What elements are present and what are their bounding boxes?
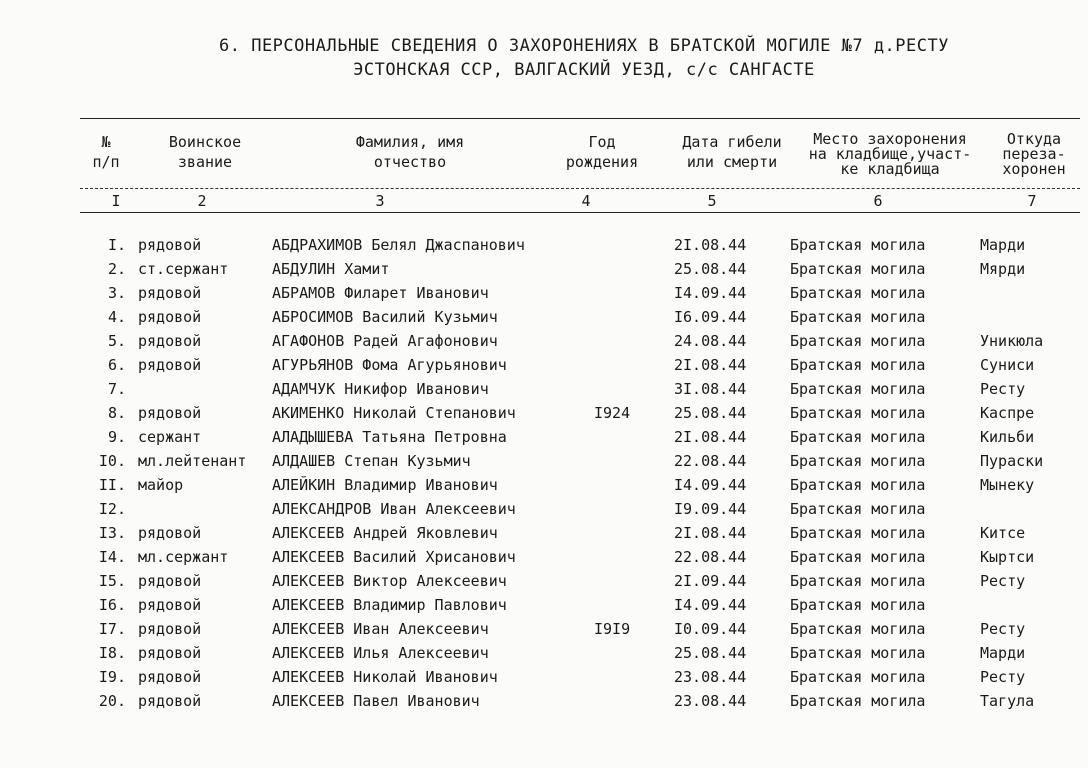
row-rank: рядовой: [138, 356, 202, 374]
row-rank: рядовой: [138, 668, 202, 686]
row-reburied-from: Мынеку: [980, 476, 1035, 494]
row-index: 8.: [107, 404, 126, 422]
row-death-date: I9.09.44: [674, 500, 747, 518]
row-index: 9.: [107, 428, 126, 446]
row-rank: мл.лейтенант: [138, 452, 247, 470]
row-full-name: АБДУЛИН Хамит: [272, 260, 390, 278]
table-row: [0, 548, 1088, 572]
row-death-date: 2I.09.44: [674, 572, 747, 590]
row-death-date: 25.08.44: [674, 404, 747, 422]
row-index: I2.: [98, 500, 126, 518]
row-death-date: 3I.08.44: [674, 380, 747, 398]
row-reburied-from: Марди: [980, 236, 1026, 254]
row-burial-place: Братская могила: [790, 668, 926, 686]
row-index: 6.: [107, 356, 126, 374]
row-rank: майор: [138, 476, 184, 494]
row-rank: рядовой: [138, 284, 202, 302]
column-number-6: 6: [873, 192, 883, 210]
header-index: № п/п: [92, 133, 120, 171]
row-death-date: 22.08.44: [674, 452, 747, 470]
row-full-name: АДАМЧУК Никифор Иванович: [272, 380, 489, 398]
row-reburied-from: Суниси: [980, 356, 1035, 374]
column-number-7: 7: [1027, 192, 1037, 210]
row-full-name: АЛЕКСЕЕВ Павел Иванович: [272, 692, 480, 710]
row-index: I8.: [98, 644, 126, 662]
row-burial-place: Братская могила: [790, 260, 926, 278]
row-reburied-from: Ресту: [980, 572, 1026, 590]
row-rank: рядовой: [138, 692, 202, 710]
row-full-name: АЛЕЙКИН Владимир Иванович: [272, 476, 498, 494]
row-index: 4.: [107, 308, 126, 326]
row-reburied-from: Мярди: [980, 260, 1026, 278]
row-rank: рядовой: [138, 236, 202, 254]
row-death-date: I6.09.44: [674, 308, 747, 326]
row-death-date: 23.08.44: [674, 692, 747, 710]
table-row: [0, 476, 1088, 500]
header-full-name: Фамилия, имя отчество: [355, 133, 465, 171]
row-index: 7.: [107, 380, 126, 398]
row-burial-place: Братская могила: [790, 620, 926, 638]
row-burial-place: Братская могила: [790, 572, 926, 590]
row-full-name: АЛАДЫШЕВА Татьяна Петровна: [272, 428, 507, 446]
row-death-date: 2I.08.44: [674, 428, 747, 446]
row-full-name: АБРОСИМОВ Василий Кузьмич: [272, 308, 498, 326]
table-row: [0, 380, 1088, 404]
table-row: [0, 428, 1088, 452]
row-burial-place: Братская могила: [790, 404, 926, 422]
column-number-1: I: [111, 192, 121, 210]
row-death-date: I4.09.44: [674, 596, 747, 614]
row-index: I.: [107, 236, 126, 254]
table-row: [0, 308, 1088, 332]
row-index: I4.: [98, 548, 126, 566]
column-number-3: 3: [375, 192, 385, 210]
row-rank: ст.сержант: [138, 260, 229, 278]
document-title-line-1: 6. ПЕРСОНАЛЬНЫЕ СВЕДЕНИЯ О ЗАХОРОНЕНИЯХ В БРАТСКОЙ МОГИЛЕ №7 д.РЕСТУ: [219, 36, 949, 56]
row-rank: сержант: [138, 428, 202, 446]
table-row: [0, 284, 1088, 308]
row-burial-place: Братская могила: [790, 476, 926, 494]
row-full-name: АГАФОНОВ Радей Агафонович: [272, 332, 498, 350]
table-row: [0, 500, 1088, 524]
row-burial-place: Братская могила: [790, 428, 926, 446]
row-burial-place: Братская могила: [790, 236, 926, 254]
table-row: [0, 644, 1088, 668]
row-birth-year: I9I9: [594, 620, 631, 638]
table-row: [0, 620, 1088, 644]
row-burial-place: Братская могила: [790, 548, 926, 566]
row-full-name: АКИМЕНКО Николай Степанович: [272, 404, 516, 422]
table-row: [0, 332, 1088, 356]
row-birth-year: I924: [594, 404, 631, 422]
row-burial-place: Братская могила: [790, 308, 926, 326]
row-index: II.: [98, 476, 126, 494]
row-death-date: 25.08.44: [674, 260, 747, 278]
row-death-date: 25.08.44: [674, 644, 747, 662]
row-reburied-from: Ресту: [980, 620, 1026, 638]
table-row: [0, 692, 1088, 716]
table-top-rule: [80, 118, 1080, 119]
row-index: I5.: [98, 572, 126, 590]
table-row: [0, 260, 1088, 284]
row-full-name: АЛЕКСЕЕВ Иван Алексеевич: [272, 620, 489, 638]
row-index: I0.: [98, 452, 126, 470]
table-row: [0, 452, 1088, 476]
row-full-name: АБДРАХИМОВ Белял Джаспанович: [272, 236, 525, 254]
header-birth-year: Год рождения: [565, 133, 639, 171]
row-burial-place: Братская могила: [790, 452, 926, 470]
row-full-name: АЛЕКСЕЕВ Андрей Яковлевич: [272, 524, 498, 542]
row-burial-place: Братская могила: [790, 284, 926, 302]
row-burial-place: Братская могила: [790, 332, 926, 350]
row-death-date: 23.08.44: [674, 668, 747, 686]
row-rank: рядовой: [138, 404, 202, 422]
row-rank: рядовой: [138, 572, 202, 590]
table-column-number-rule: [80, 212, 1080, 213]
row-rank: рядовой: [138, 620, 202, 638]
row-rank: рядовой: [138, 644, 202, 662]
row-reburied-from: Пураски: [980, 452, 1044, 470]
row-burial-place: Братская могила: [790, 500, 926, 518]
row-death-date: I4.09.44: [674, 476, 747, 494]
row-index: 2.: [107, 260, 126, 278]
row-index: I9.: [98, 668, 126, 686]
row-full-name: АЛДАШЕВ Степан Кузьмич: [272, 452, 471, 470]
row-reburied-from: Ресту: [980, 668, 1026, 686]
row-index: I3.: [98, 524, 126, 542]
row-rank: рядовой: [138, 308, 202, 326]
header-rank: Воинское звание: [168, 133, 242, 171]
row-index: I6.: [98, 596, 126, 614]
row-rank: рядовой: [138, 596, 202, 614]
header-burial-place: Место захоронения на кладбище,участ- ке кладбища: [808, 130, 972, 178]
table-row: [0, 668, 1088, 692]
row-full-name: АЛЕКСАНДРОВ Иван Алексеевич: [272, 500, 516, 518]
row-death-date: 22.08.44: [674, 548, 747, 566]
column-number-5: 5: [707, 192, 717, 210]
column-number-2: 2: [197, 192, 207, 210]
table-row: [0, 356, 1088, 380]
row-reburied-from: Тагула: [980, 692, 1035, 710]
row-full-name: АБРАМОВ Филарет Иванович: [272, 284, 489, 302]
row-index: 20.: [98, 692, 126, 710]
row-index: 5.: [107, 332, 126, 350]
header-death-date: Дата гибели или смерти: [682, 133, 782, 171]
row-death-date: 2I.08.44: [674, 524, 747, 542]
row-burial-place: Братская могила: [790, 692, 926, 710]
row-rank: рядовой: [138, 524, 202, 542]
row-death-date: 24.08.44: [674, 332, 747, 350]
table-header-divider: [80, 188, 1080, 189]
table-row: [0, 596, 1088, 620]
row-index: I7.: [98, 620, 126, 638]
row-full-name: АЛЕКСЕЕВ Владимир Павлович: [272, 596, 507, 614]
row-rank: рядовой: [138, 332, 202, 350]
row-reburied-from: Марди: [980, 644, 1026, 662]
row-burial-place: Братская могила: [790, 524, 926, 542]
column-number-4: 4: [581, 192, 591, 210]
row-full-name: АГУРЬЯНОВ Фома Агурьянович: [272, 356, 507, 374]
row-burial-place: Братская могила: [790, 644, 926, 662]
row-burial-place: Братская могила: [790, 380, 926, 398]
row-reburied-from: Уникюла: [980, 332, 1044, 350]
row-reburied-from: Китсе: [980, 524, 1026, 542]
row-burial-place: Братская могила: [790, 596, 926, 614]
header-reburied-from: Откуда переза- хоронен: [1002, 130, 1066, 178]
row-full-name: АЛЕКСЕЕВ Николай Иванович: [272, 668, 498, 686]
row-full-name: АЛЕКСЕЕВ Илья Алексеевич: [272, 644, 489, 662]
table-row: [0, 524, 1088, 548]
row-full-name: АЛЕКСЕЕВ Василий Хрисанович: [272, 548, 516, 566]
row-reburied-from: Каспре: [980, 404, 1035, 422]
table-row: [0, 236, 1088, 260]
table-row: [0, 572, 1088, 596]
row-death-date: 2I.08.44: [674, 356, 747, 374]
row-death-date: I4.09.44: [674, 284, 747, 302]
row-full-name: АЛЕКСЕЕВ Виктор Алексеевич: [272, 572, 507, 590]
row-death-date: 2I.08.44: [674, 236, 747, 254]
row-rank: мл.сержант: [138, 548, 229, 566]
row-death-date: I0.09.44: [674, 620, 747, 638]
row-burial-place: Братская могила: [790, 356, 926, 374]
row-reburied-from: Ресту: [980, 380, 1026, 398]
row-reburied-from: Кильби: [980, 428, 1035, 446]
document-title-line-2: ЭСТОНСКАЯ ССР, ВАЛГАСКИЙ УЕЗД, с/с САНГАСТЕ: [353, 60, 815, 80]
row-reburied-from: Кыртси: [980, 548, 1035, 566]
row-index: 3.: [107, 284, 126, 302]
table-row: [0, 404, 1088, 428]
